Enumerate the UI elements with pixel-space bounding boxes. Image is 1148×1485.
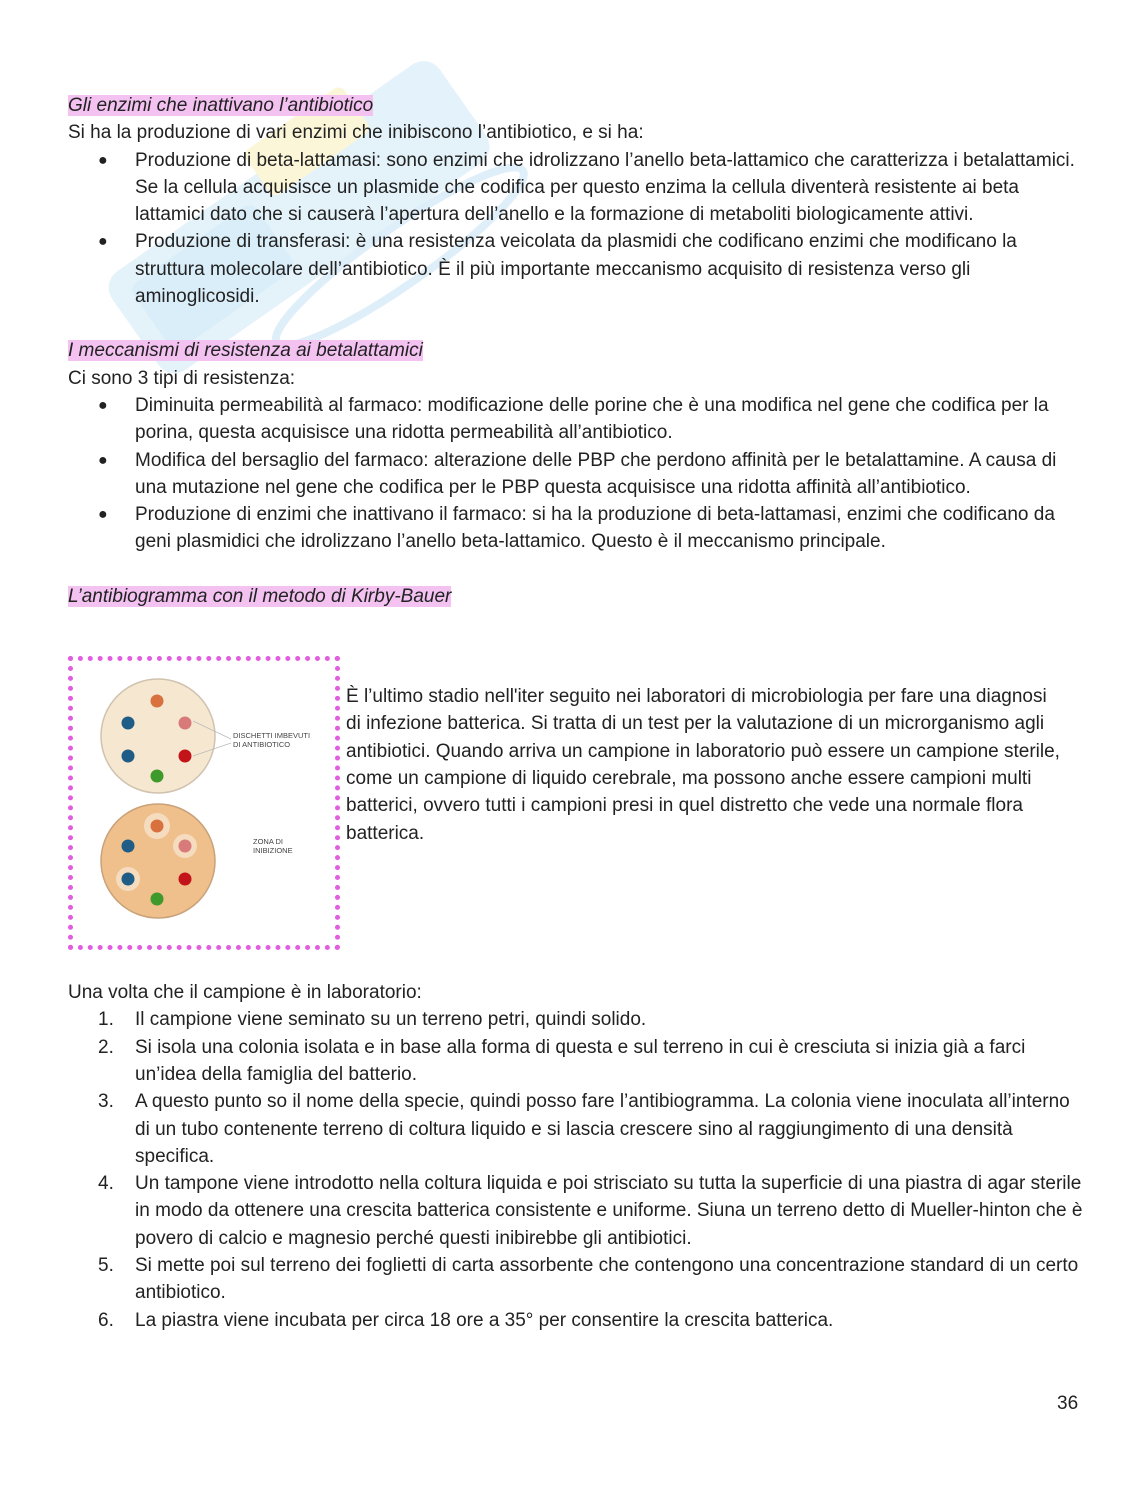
antibiotic-disc [122,840,135,853]
section-heading-betalactam: I meccanismi di resistenza ai betalattamici [68,340,423,362]
steps-intro: Una volta che il campione è in laboratorio: [68,982,422,1004]
step-text: Si mette poi sul terreno dei foglietti di carta assorbente che contengono una concentrazione standard di un certo antibiotico. [135,1255,1079,1304]
list-item: ● Produzione di beta-lattamasi: sono enzimi che idrolizzano l’anello beta-lattamico che caratterizza i betalattamici. Se la cellula acquisisce un plasmide che codifica per questo enzima la cellula diventerà resistente ai beta lattamici dato che si causerà l’apertura dell’anello e la formazione di metaboliti biologicamente attivi. [68,147,1083,229]
petri-figure [68,656,340,950]
numbered-steps [68,1006,1083,1334]
figure-row [68,656,1083,952]
section-heading-kirby: L’antibiogramma con il metodo di Kirby-Bauer [68,585,452,607]
section-heading-enzymes: Gli enzimi che inattivano l’antibiotico [68,95,374,116]
page-content [68,92,1083,1334]
antibiotic-disc [122,873,135,886]
antibiotic-disc [122,717,135,730]
list-item [68,1088,1083,1170]
list-item: ● Produzione di enzimi che inattivano il farmaco: si ha la produzione di beta-lattamasi, enzimi che codificano da geni plasmidici che idrolizzano l’anello beta-lattamico. Questo è il meccanismo principale. [68,501,1083,556]
figure-label-zone-line1: ZONA DI [253,837,284,847]
section-intro-enzymes: Si ha la produzione di vari enzimi che inibiscono l’antibiotico, e si ha: [68,122,644,144]
antibiotic-disc [151,695,164,708]
figure-label-zone-line2: INIBIZIONE [253,846,293,856]
list-item [68,1307,1083,1334]
step-text: Il campione viene seminato su un terreno petri, quindi solido. [135,1009,647,1031]
list-item: ● Produzione di transferasi: è una resistenza veicolata da plasmidi che codificano enzimi che modificano la struttura molecolare dell’antibiotico. È il più importante meccanismo acquisito di resistenza verso gli aminoglicosidi. [68,228,1083,310]
figure-label-discs-line1: DISCHETTI IMBEVUTI [233,731,311,741]
step-number: 2. [98,1036,114,1058]
list-item [68,1034,1083,1089]
antibiotic-disc [179,873,192,886]
step-number: 3. [98,1091,114,1113]
list-item [68,1006,1083,1033]
step-text: Un tampone viene introdotto nella coltura liquida e poi strisciato su tutta la superficie di una piastra di agar sterile in modo da ottenere una crescita batterica consistente e uniforme. Siuna un terreno detto di Mueller-hinton che è povero di calcio e magnesio perché questi inibirebbe gli antibiotici. [135,1173,1083,1249]
list-item [68,1252,1083,1307]
step-number: 1. [98,1009,114,1031]
list-item: ● Diminuita permeabilità al farmaco: modificazione delle porine che è una modifica nel gene che codifica per la porina, questa acquisisce una ridotta permeabilità all’antibiotico. [68,392,1083,447]
bullet-list-betalactam [68,392,1083,556]
antibiotic-disc [179,840,192,853]
step-text: Si isola una colonia isolata e in base alla forma di questa e sul terreno in cui è cresciuta si inizia già a farci un’idea della famiglia del batterio. [135,1036,1026,1085]
antibiotic-disc [179,717,192,730]
petri-dish-diagram [73,661,335,945]
antibiotic-disc [151,893,164,906]
antibiotic-disc [122,750,135,763]
antibiotic-disc [151,820,164,833]
step-number: 6. [98,1309,114,1331]
figure-label-discs-line2: DI ANTIBIOTICO [233,740,291,750]
page-number: 36 [1057,1393,1079,1414]
step-number: 4. [98,1173,114,1195]
antibiotic-disc [151,770,164,783]
bullet-list-enzymes [68,147,1083,311]
section-intro-betalactam: Ci sono 3 tipi di resistenza: [68,367,296,389]
step-text: La piastra viene incubata per circa 18 ore a 35° per consentire la crescita batterica. [135,1309,834,1331]
step-text: A questo punto so il nome della specie, quindi posso fare l’antibiogramma. La colonia viene inoculata all’interno di un tubo contenente terreno di coltura liquido e si lascia crescere sino al raggiungimento di una densità specifica. [135,1091,1070,1167]
antibiotic-disc [179,750,192,763]
step-number: 5. [98,1255,114,1277]
figure-description: È l’ultimo stadio nell'iter seguito nei laboratori di microbiologia per fare una diagnosi di infezione batterica. Si tratta di un test per la valutazione di un microrganismo agli antibiotici. Quando arriva un campione in laboratorio può essere un campione sterile, come un campione di liquido cerebrale, ma possono anche essere campioni multi batterici, ovvero tutti i campioni presi in quel distretto che vede una normale flora batterica. [346,686,1060,844]
list-item [68,1170,1083,1252]
list-item: ● Modifica del bersaglio del farmaco: alterazione delle PBP che perdono affinità per le betalattamine. A causa di una mutazione nel gene che codifica per le PBP questa acquisisce una ridotta affinità all’antibiotico. [68,447,1083,502]
